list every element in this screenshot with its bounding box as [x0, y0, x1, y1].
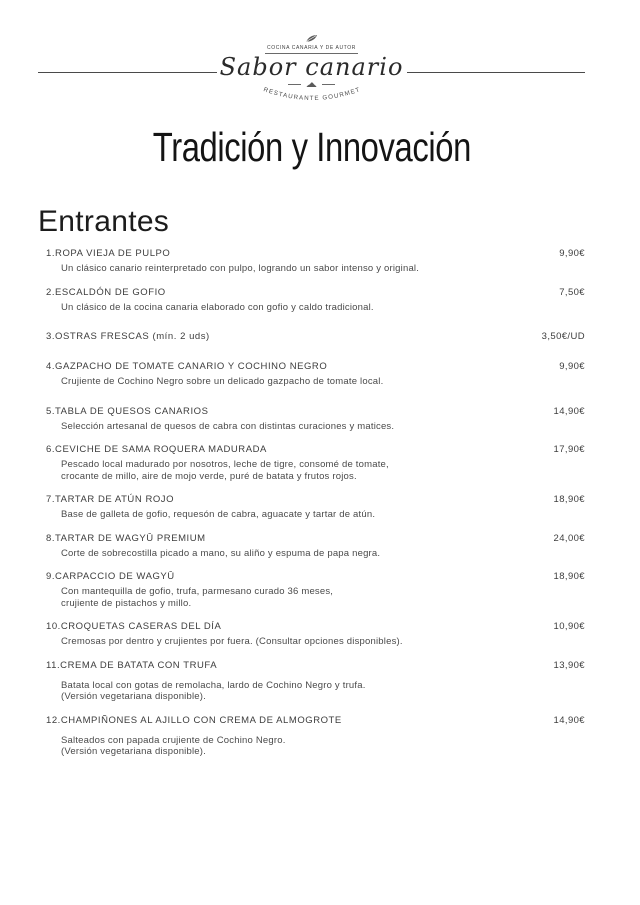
dish-name: 11.CREMA DE BATATA CON TRUFA	[46, 659, 218, 671]
menu-item-header	[46, 571, 585, 583]
dish-price: 18,90€	[553, 571, 585, 582]
menu-item-10	[46, 621, 585, 648]
dish-price: 24,00€	[553, 532, 585, 544]
dish-price: 14,90€	[553, 714, 585, 726]
menu-item-8	[46, 533, 585, 560]
dish-description: Un clásico canario reinterpretado con pulpo, logrando un sabor intenso y original.	[61, 263, 420, 274]
dish-description: Batata local con gotas de remolacha, lardo de Cochino Negro y trufa. (Versión vegetariana disponible).	[61, 679, 366, 702]
dish-price: 14,90€	[553, 405, 585, 417]
dish-description: Un clásico de la cocina canaria elaborado con gofio y caldo tradicional.	[61, 301, 374, 313]
dish-price: 18,90€	[553, 494, 585, 505]
dish-description: Corte de sobrecostilla picado a mano, su aliño y espuma de papa negra.	[61, 547, 381, 559]
menu-item-12	[46, 715, 585, 758]
dish-price: 17,90€	[553, 444, 585, 455]
dish-price: 3,50€/UD	[541, 331, 585, 342]
dish-name: 10.CROQUETAS CASERAS DEL DÍA	[46, 621, 222, 632]
dish-price: 13,90€	[553, 659, 585, 671]
entrantes-section	[38, 205, 585, 758]
header-rule-right	[407, 72, 586, 73]
dish-name: 9.CARPACCIO DE WAGYŪ	[46, 571, 175, 582]
header-rule-left	[38, 72, 217, 73]
dish-name: 12.CHAMPIÑONES AL AJILLO CON CREMA DE ALMOGROTE	[46, 714, 342, 726]
dish-price: 9,90€	[559, 361, 585, 372]
menu-item-header	[46, 494, 585, 506]
menu-list	[38, 248, 585, 758]
menu-item-header	[46, 444, 585, 456]
leaf-icon	[305, 34, 318, 43]
menu-item-header	[46, 406, 585, 418]
dish-description: Salteados con papada crujiente de Cochino Negro. (Versión vegetariana disponible).	[61, 734, 286, 757]
menu-item-7	[46, 494, 585, 521]
dish-description: Crujiente de Cochino Negro sobre un delicado gazpacho de tomate local.	[61, 376, 384, 387]
menu-item-header	[46, 715, 585, 727]
dish-description: Selección artesanal de quesos de cabra con distintas curaciones y matices.	[61, 420, 395, 432]
dish-name: 4.GAZPACHO DE TOMATE CANARIO Y COCHINO NEGRO	[46, 361, 328, 372]
logo-name: Sabor canario	[219, 53, 404, 81]
dish-description: Con mantequilla de gofio, trufa, parmesano curado 36 meses, crujiente de pistachos y millo.	[61, 586, 334, 609]
dish-name: 7.TARTAR DE ATÚN ROJO	[46, 494, 175, 505]
dish-name: 1.ROPA VIEJA DE PULPO	[46, 248, 171, 259]
menu-item-4	[46, 361, 585, 388]
dish-name: 2.ESCALDÓN DE GOFIO	[46, 286, 166, 298]
svg-text:RESTAURANTE GOURMET	[262, 86, 361, 102]
menu-item-2	[46, 287, 585, 314]
menu-item-6	[46, 444, 585, 482]
dish-price: 10,90€	[553, 621, 585, 632]
curved-tagline	[246, 85, 378, 110]
logo-tagline-top: COCINA CANARIA Y DE AUTOR	[265, 45, 358, 54]
menu-item-header	[46, 248, 585, 260]
page-title: Tradición y Innovación	[152, 124, 471, 170]
menu-item-header	[46, 660, 585, 672]
menu-item-header	[46, 361, 585, 373]
dish-name: 8.TARTAR DE WAGYŪ PREMIUM	[46, 532, 206, 544]
logo-tagline-bottom: RESTAURANTE GOURMET	[261, 86, 362, 103]
menu-item-header	[46, 621, 585, 633]
dish-description: Base de galleta de gofio, requesón de cabra, aguacate y tartar de atún.	[61, 509, 376, 520]
dish-name: 5.TABLA DE QUESOS CANARIOS	[46, 405, 209, 417]
restaurant-logo	[38, 34, 585, 110]
menu-item-11	[46, 660, 585, 703]
dish-price: 9,90€	[559, 248, 585, 259]
logo-center	[217, 34, 407, 110]
menu-item-9	[46, 571, 585, 609]
section-heading: Entrantes	[38, 205, 170, 238]
menu-item-header	[46, 287, 585, 299]
dish-price: 7,50€	[559, 286, 585, 298]
menu-item-header	[46, 533, 585, 545]
dish-name: 3.OSTRAS FRESCAS (mín. 2 uds)	[46, 331, 210, 342]
menu-item-3	[46, 331, 585, 343]
dish-name: 6.CEVICHE DE SAMA ROQUERA MADURADA	[46, 444, 267, 455]
menu-item-1	[46, 248, 585, 275]
menu-item-header	[46, 331, 585, 343]
menu-item-5	[46, 406, 585, 433]
dish-description: Cremosas por dentro y crujientes por fuera. (Consultar opciones disponibles).	[61, 636, 403, 647]
dish-description: Pescado local madurado por nosotros, leche de tigre, consomé de tomate, crocante de millo, aire de mojo verde, puré de batata y frutos rojos.	[61, 459, 389, 482]
